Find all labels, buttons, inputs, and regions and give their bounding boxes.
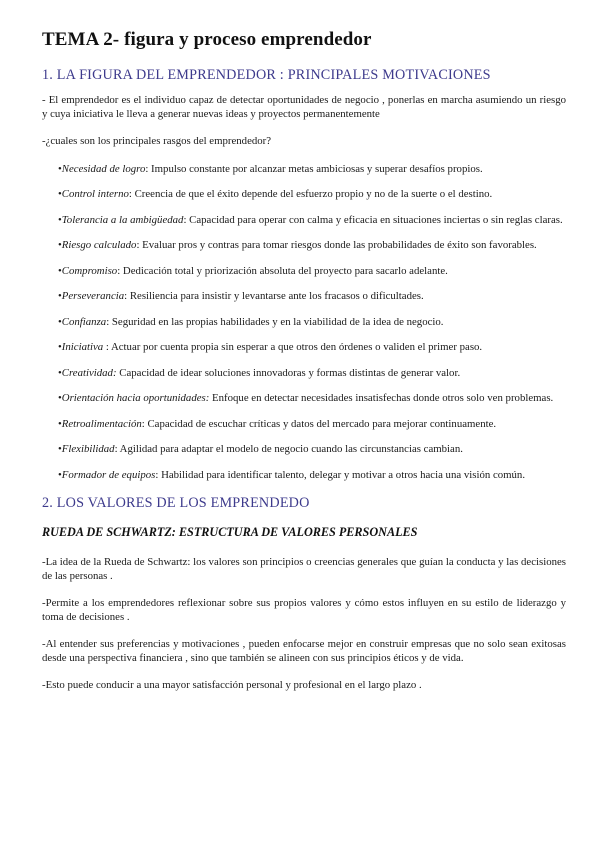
trait-term: Necesidad de logro (61, 162, 146, 175)
trait-separator: : (136, 239, 143, 251)
trait-term: Tolerancia a la ambigüedad (61, 213, 184, 226)
trait-item (58, 469, 566, 483)
traits-list (42, 163, 566, 483)
trait-description: Capacidad de escuchar críticas y datos del mercado para mejorar continuamente. (147, 417, 497, 430)
trait-description: Evaluar pros y contras para tomar riesgos donde las probabilidades de éxito son favorables. (142, 239, 537, 251)
page-title: TEMA 2- figura y proceso emprendedor (42, 29, 372, 50)
trait-description: Impulso constante por alcanzar metas ambiciosas y superar desafíos propios. (151, 162, 483, 175)
trait-separator: : (183, 213, 190, 226)
trait-term: Confianza (61, 315, 107, 328)
trait-item (58, 367, 566, 381)
trait-term: Perseverancia (61, 290, 125, 302)
paragraph: -Permite a los emprendedores reflexionar sobre sus propios valores y cómo estos influyen en su estilo de liderazgo y toma de decisiones . (42, 597, 566, 623)
trait-description: Seguridad en las propias habilidades y en la viabilidad de la idea de negocio. (111, 315, 444, 328)
schwartz-paragraphs (42, 556, 566, 693)
schwartz-subheading: RUEDA DE SCHWARTZ: ESTRUCTURA DE VALORES PERSONALES (42, 525, 418, 539)
trait-term: Retroalimentación (61, 417, 142, 430)
bullet-icon: • (58, 239, 62, 251)
trait-separator: : (114, 443, 120, 455)
trait-term: Creatividad: (61, 366, 117, 379)
bullet-icon: • (58, 162, 62, 175)
trait-description: Agilidad para adaptar el modelo de negocio cuando las circunstancias cambian. (119, 443, 463, 455)
trait-separator: : (141, 417, 148, 430)
section-2-heading: 2. LOS VALORES DE LOS EMPRENDEDO (42, 495, 310, 511)
bullet-icon: • (58, 290, 62, 302)
trait-item (58, 239, 566, 253)
trait-separator: : (155, 468, 162, 481)
trait-term: Iniciativa (61, 341, 104, 353)
trait-term: Orientación hacia oportunidades: (61, 392, 210, 404)
bullet-icon: • (58, 443, 62, 455)
trait-item (58, 418, 566, 432)
trait-item (58, 341, 566, 355)
bullet-icon: • (58, 468, 62, 481)
trait-term: Formador de equipos (61, 468, 156, 481)
trait-separator: : (106, 315, 112, 328)
bullet-icon: • (58, 264, 62, 277)
bullet-icon: • (58, 341, 62, 353)
trait-term: Flexibilidad (61, 443, 115, 455)
bullet-icon: • (58, 213, 62, 226)
trait-term: Riesgo calculado (61, 239, 137, 251)
section-1-intro: - El emprendedor es el individuo capaz de detectar oportunidades de negocio , ponerlas en marcha asumiendo un riesgo y cuya iniciativa le lleva a generar nuevas ideas y proyectos permanentemente (42, 94, 566, 120)
trait-separator: : (117, 264, 123, 277)
trait-separator: : (103, 341, 111, 353)
trait-separator: : (124, 290, 130, 302)
bullet-icon: • (58, 392, 62, 404)
trait-item (58, 443, 566, 457)
trait-description: Dedicación total y priorización absoluta del proyecto para sacarlo adelante. (122, 264, 448, 277)
trait-description: Actuar por cuenta propia sin esperar a que otros den órdenes o validen el primer paso. (110, 341, 483, 353)
paragraph: -Esto puede conducir a una mayor satisfacción personal y profesional en el largo plazo . (42, 679, 422, 691)
trait-separator: : (145, 162, 152, 175)
trait-description: Habilidad para identificar talento, delegar y motivar a otros hacia una visión común. (161, 468, 526, 481)
trait-description: Capacidad de idear soluciones innovadoras y formas distintas de generar valor. (119, 366, 461, 379)
trait-item (58, 214, 566, 228)
trait-description: Capacidad para operar con calma y eficacia en situaciones inciertas o sin reglas claras. (189, 213, 563, 226)
trait-item (58, 163, 566, 177)
bullet-icon: • (58, 188, 62, 200)
trait-item (58, 265, 566, 279)
trait-item (58, 392, 566, 406)
section-1-heading: 1. LA FIGURA DEL EMPRENDEDOR : PRINCIPALES MOTIVACIONES (42, 67, 491, 83)
bullet-icon: • (58, 315, 62, 328)
trait-item (58, 290, 566, 304)
trait-item (58, 188, 566, 202)
trait-term: Control interno (61, 188, 129, 200)
trait-item (58, 316, 566, 330)
bullet-icon: • (58, 417, 62, 430)
paragraph: -Al entender sus preferencias y motivaciones , pueden enfocarse mejor en construir empresas que no solo sean exitosas desde una perspectiva financiera , sino que también se alineen con sus principios éticos y de vida. (42, 638, 566, 664)
trait-description: Creencia de que el éxito depende del esfuerzo propio y no de la suerte o el destino. (134, 188, 493, 200)
trait-description: Enfoque en detectar necesidades insatisfechas donde otros solo ven problemas. (212, 392, 554, 404)
document-page (42, 28, 566, 693)
traits-question: -¿cuales son los principales rasgos del emprendedor? (42, 135, 272, 147)
paragraph: -La idea de la Rueda de Schwartz: los valores son principios o creencias generales que guían la conducta y las decisiones de las personas . (42, 556, 566, 582)
trait-description: Resiliencia para insistir y levantarse ante los fracasos o dificultades. (129, 290, 424, 302)
trait-term: Compromiso (61, 264, 118, 277)
bullet-icon: • (58, 366, 62, 379)
trait-separator: : (128, 188, 135, 200)
